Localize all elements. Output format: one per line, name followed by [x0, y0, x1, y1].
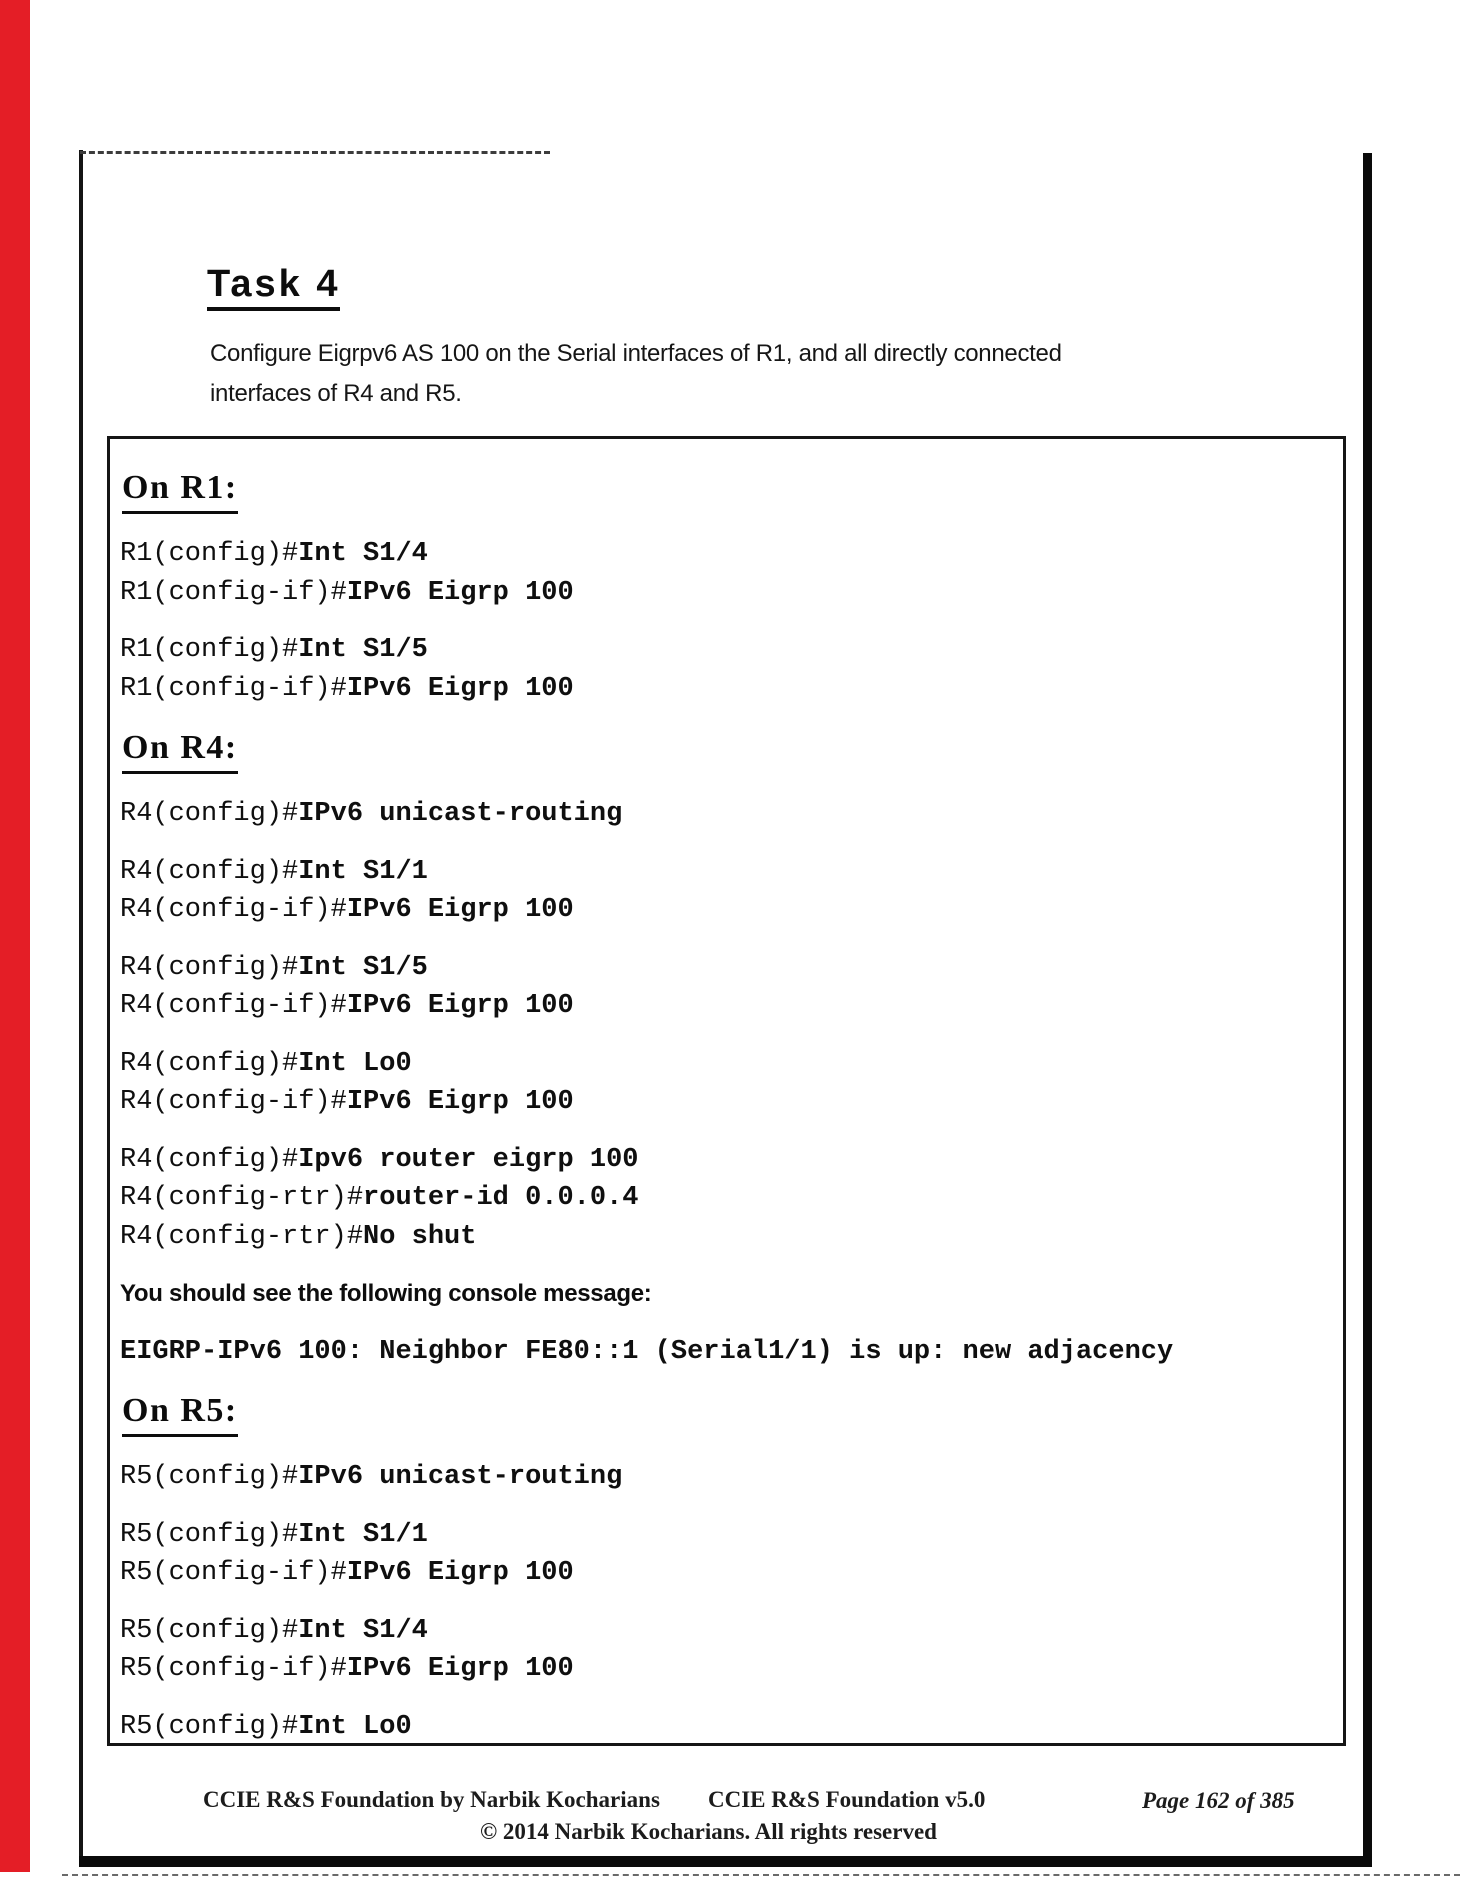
- footer-page-number: Page 162 of 385: [1142, 1788, 1295, 1813]
- section-heading: [122, 727, 1329, 769]
- task-description-line-2: interfaces of R4 and R5.: [210, 380, 462, 407]
- cli-line: [120, 1650, 1329, 1689]
- cli-command-group: [120, 795, 1329, 834]
- console-message: EIGRP-IPv6 100: Neighbor FE80::1 (Serial1/1) is up: new adjacency: [120, 1336, 1174, 1367]
- cli-command: IPv6 Eigrp 100: [346, 895, 574, 925]
- cli-command: Int Lo0: [298, 1048, 412, 1079]
- cli-prompt: R5(config-if)#: [120, 1654, 347, 1684]
- section-heading-text: On R5:: [122, 1390, 238, 1437]
- cli-line: [120, 853, 1329, 892]
- section-heading: [122, 467, 1329, 509]
- cli-command-group: [120, 1045, 1329, 1122]
- cli-line: [120, 949, 1329, 988]
- cli-prompt: R4(config-if)#: [120, 895, 347, 925]
- cli-line: [120, 1554, 1329, 1593]
- cli-command-group: [120, 1458, 1329, 1497]
- cli-command: Int S1/4: [298, 1615, 428, 1646]
- cli-prompt: R5(config)#: [120, 1519, 299, 1550]
- cli-prompt: R5(config)#: [120, 1711, 299, 1742]
- cli-command: Int Lo0: [298, 1711, 412, 1742]
- cli-line: [120, 670, 1329, 709]
- cli-line: [120, 1708, 1329, 1747]
- cli-prompt: R4(config)#: [120, 952, 299, 983]
- cli-line: [120, 631, 1329, 670]
- cli-command: Int S1/1: [298, 856, 428, 887]
- task-description: [210, 334, 1062, 414]
- page-frame-top-border: [80, 151, 550, 154]
- cli-command: Int S1/5: [298, 635, 428, 665]
- cli-line: [120, 987, 1329, 1026]
- cli-line: [120, 795, 1329, 834]
- cli-command: IPv6 Eigrp 100: [346, 1654, 574, 1684]
- cli-command: IPv6 Eigrp 100: [346, 1087, 574, 1117]
- task-title-text: Task 4: [207, 264, 340, 311]
- cli-command-group: [120, 1708, 1329, 1747]
- cli-prompt: R4(config)#: [120, 799, 299, 829]
- cli-command-group: [120, 853, 1329, 930]
- cli-command-group: [120, 1612, 1329, 1689]
- cli-prompt: R4(config-if)#: [120, 1087, 347, 1117]
- console-box: [107, 436, 1346, 1746]
- task-title: [207, 264, 340, 311]
- cli-line: [120, 1141, 1329, 1180]
- cli-prompt: R4(config)#: [120, 856, 299, 887]
- cli-command: IPv6 Eigrp 100: [346, 577, 574, 608]
- cli-command: Int S1/5: [298, 952, 428, 983]
- cli-line: [120, 535, 1329, 574]
- page-frame-right-border: [1363, 153, 1372, 1867]
- task-description-line-1: Configure Eigrpv6 AS 100 on the Serial interfaces of R1, and all directly connected: [210, 340, 1062, 367]
- cli-line: [120, 1458, 1329, 1497]
- console-note: You should see the following console message:: [120, 1280, 652, 1307]
- cli-line: [120, 1179, 1329, 1218]
- cli-prompt: R5(config)#: [120, 1462, 299, 1492]
- cli-prompt: R5(config)#: [120, 1615, 299, 1646]
- cli-line: [120, 1612, 1329, 1651]
- page-frame-bottom-border: [79, 1856, 1372, 1867]
- footer-copyright: © 2014 Narbik Kocharians. All rights reserved: [480, 1819, 937, 1844]
- cli-command-group: [120, 1141, 1329, 1257]
- left-edge-red-strip: [0, 0, 30, 1872]
- cli-prompt: R5(config-if)#: [120, 1558, 347, 1588]
- cli-line: [120, 1218, 1329, 1257]
- cli-command: IPv6 unicast-routing: [298, 1462, 623, 1492]
- page-frame-left-border: [79, 150, 83, 1867]
- cli-line: [120, 1045, 1329, 1084]
- scan-artifact-line: [62, 1874, 1460, 1876]
- cli-command: router-id 0.0.0.4: [363, 1183, 639, 1213]
- cli-prompt: R1(config-if)#: [120, 673, 347, 704]
- cli-command: IPv6 Eigrp 100: [346, 991, 574, 1021]
- section-heading-text: On R1:: [122, 467, 238, 514]
- cli-line: [120, 891, 1329, 930]
- cli-prompt: R1(config)#: [120, 635, 299, 665]
- cli-command: IPv6 unicast-routing: [298, 799, 623, 829]
- footer-book-title: CCIE R&S Foundation by Narbik Kocharians: [203, 1787, 660, 1812]
- cli-prompt: R4(config)#: [120, 1048, 299, 1079]
- cli-command: IPv6 Eigrp 100: [346, 1558, 574, 1588]
- cli-prompt: R4(config-rtr)#: [120, 1183, 364, 1213]
- cli-line: [120, 574, 1329, 613]
- cli-line: [120, 1083, 1329, 1122]
- cli-prompt: R1(config)#: [120, 539, 299, 569]
- cli-prompt: R4(config-rtr)#: [120, 1221, 364, 1252]
- cli-prompt: R4(config)#: [120, 1144, 299, 1175]
- cli-command: Int S1/1: [298, 1519, 428, 1550]
- section-heading: [122, 1390, 1329, 1432]
- cli-prompt: R1(config-if)#: [120, 577, 347, 608]
- cli-command-group: [120, 949, 1329, 1026]
- cli-command: IPv6 Eigrp 100: [346, 673, 574, 704]
- section-heading-text: On R4:: [122, 727, 238, 774]
- cli-command: No shut: [363, 1221, 477, 1252]
- cli-line: [120, 1516, 1329, 1555]
- cli-prompt: R4(config-if)#: [120, 991, 347, 1021]
- cli-command-group: [120, 1516, 1329, 1593]
- cli-command-group: [120, 631, 1329, 708]
- footer-version: CCIE R&S Foundation v5.0: [708, 1787, 986, 1812]
- cli-command-group: [120, 535, 1329, 612]
- cli-command: Int S1/4: [298, 539, 428, 569]
- cli-command: Ipv6 router eigrp 100: [298, 1144, 639, 1175]
